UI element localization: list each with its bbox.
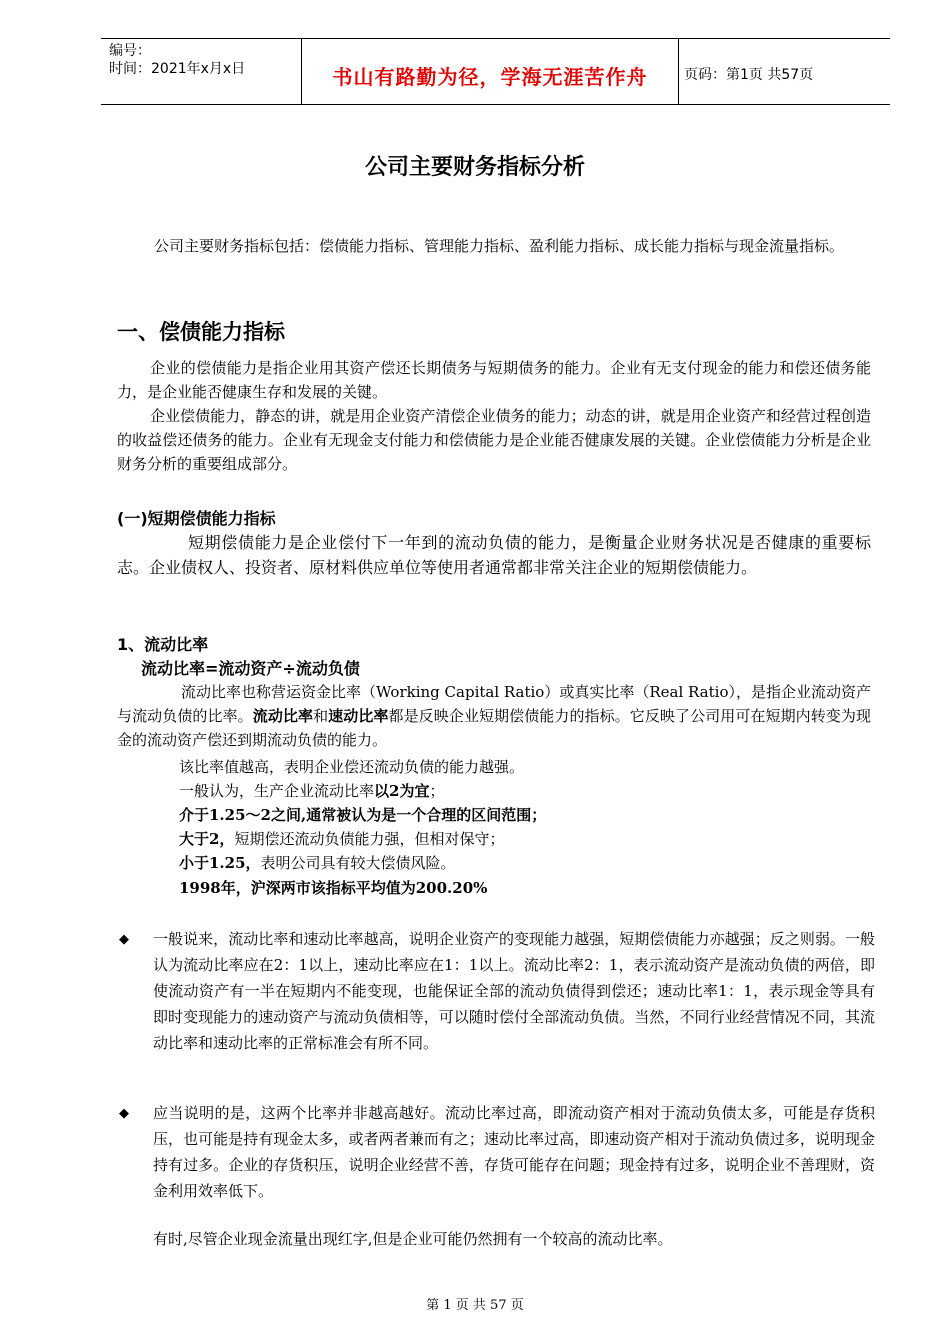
subsection-para: 短期偿债能力是企业偿付下一年到的流动负债的能力，是衡量企业财务状况是否健康的重要标志。企业债权人、投资者、原材料供应单位等使用者通常都非常关注企业的短期偿债能力。	[117, 533, 871, 577]
ratio-line-3: 介于1.25～2之间,通常被认为是一个合理的区间范围；	[179, 806, 547, 824]
header-page-cell	[678, 39, 890, 104]
section1-para2: 企业偿债能力，静态的讲，就是用企业资产清偿企业债务的能力；动态的讲，就是用企业资产和经营过程创造的收益偿还债务的能力。企业有无现金支付能力和偿债能力是企业能否健康发展的关键。企业偿债能力分析是企业财务分析的重要组成部分。	[117, 407, 871, 473]
diamond-bullet-icon: ◆	[119, 1106, 129, 1121]
bullet-paragraph-1: 一般说来，流动比率和速动比率越高，说明企业资产的变现能力越强，短期偿债能力亦越强；反之则弱。一般认为流动比率应在2：1以上，速动比率应在1：1以上。流动比率2：1，表示流动资产是流动负债的两倍，即使流动资产有一半在短期内不能变现，也能保证全部的流动负债得到偿还；速动比率1：1，表示现金等具有即时变现能力的速动资产与流动负债相等，可以随时偿付全部流动负债。当然，不同行业经营情况不同，其流动比率和速动比率的正常标准会有所不同。	[153, 930, 875, 1052]
document-title: 公司主要财务指标分析	[364, 155, 585, 180]
motto: 书山有路勤为径，学海无涯苦作舟	[332, 65, 648, 89]
desc-term-quick-ratio: 速动比率	[328, 707, 389, 725]
item-description	[117, 680, 871, 752]
formula: 流动比率=流动资产÷流动负债	[141, 659, 360, 678]
ratio-line-1: 该比率值越高，表明企业偿还流动负债的能力越强。	[179, 758, 525, 776]
ratio-text: 表明公司具有较大偿债风险。	[260, 854, 456, 872]
intro-paragraph: 公司主要财务指标包括：偿债能力指标、管理能力指标、盈利能力指标、成长能力指标与现金流量指标。	[154, 237, 845, 255]
ratio-bold: 以2为宜	[374, 782, 430, 800]
header-motto-cell	[301, 39, 679, 104]
bullet-paragraph-2-tail: 有时,尽管企业现金流量出现红字,但是企业可能仍然拥有一个较高的流动比率。	[153, 1230, 673, 1248]
ratio-line-4	[179, 827, 504, 851]
page-info: 页码：第1页 共57页	[684, 67, 814, 83]
code-label: 编号：	[109, 43, 151, 59]
ratio-text: 短期偿还流动负债能力强，但相对保守；	[234, 830, 505, 848]
ratio-bold: 大于2，	[179, 830, 235, 848]
ratio-bold: 小于1.25，	[179, 854, 261, 872]
desc-term-current-ratio: 流动比率	[252, 707, 314, 725]
ratio-text: ；	[429, 782, 445, 800]
bullet-paragraph-2: 应当说明的是，这两个比率并非越高越好。流动比率过高，即流动资产相对于流动负债太多，可能是存货积压，也可能是持有现金太多，或者两者兼而有之；速动比率过高，即速动资产相对于流动负债过多，说明现金持有过多。企业的存货积压，说明企业经营不善，存货可能存在问题；现金持有过多，说明企业不善理财，资金利用效率低下。	[153, 1104, 875, 1200]
section1-para1: 企业的偿债能力是指企业用其资产偿还长期债务与短期债务的能力。企业有无支付现金的能力和偿还债务能力，是企业能否健康生存和发展的关键。	[117, 359, 871, 401]
ratio-text: 一般认为，生产企业流动比率	[179, 782, 375, 800]
subsection-heading: (一)短期偿债能力指标	[117, 509, 276, 528]
item-heading: 1、流动比率	[117, 635, 209, 654]
diamond-bullet-icon: ◆	[119, 932, 129, 947]
ratio-line-2	[179, 779, 444, 803]
page-header	[101, 38, 890, 105]
desc-text: 都是反映企业短期偿债能力的指标。它反映了公司用可在短期内转变为现金的流动资产偿还到期流动负债的能力。	[117, 707, 871, 749]
desc-text: 流动比率也称营运资金比率（Working Capital Ratio）或真实比率（Real Ratio），是指企业流动资产与流动负债的比率。	[117, 683, 871, 725]
ratio-line-5	[179, 851, 456, 875]
desc-text: 和	[313, 707, 329, 725]
page-footer: 第 1 页 共 57 页	[426, 1298, 524, 1313]
time-label: 时间：2021年x月x日	[109, 61, 246, 77]
header-meta	[101, 39, 301, 104]
section-heading: 一、偿债能力指标	[117, 320, 285, 344]
ratio-line-6: 1998年，沪深两市该指标平均值为200.20%	[179, 879, 488, 897]
